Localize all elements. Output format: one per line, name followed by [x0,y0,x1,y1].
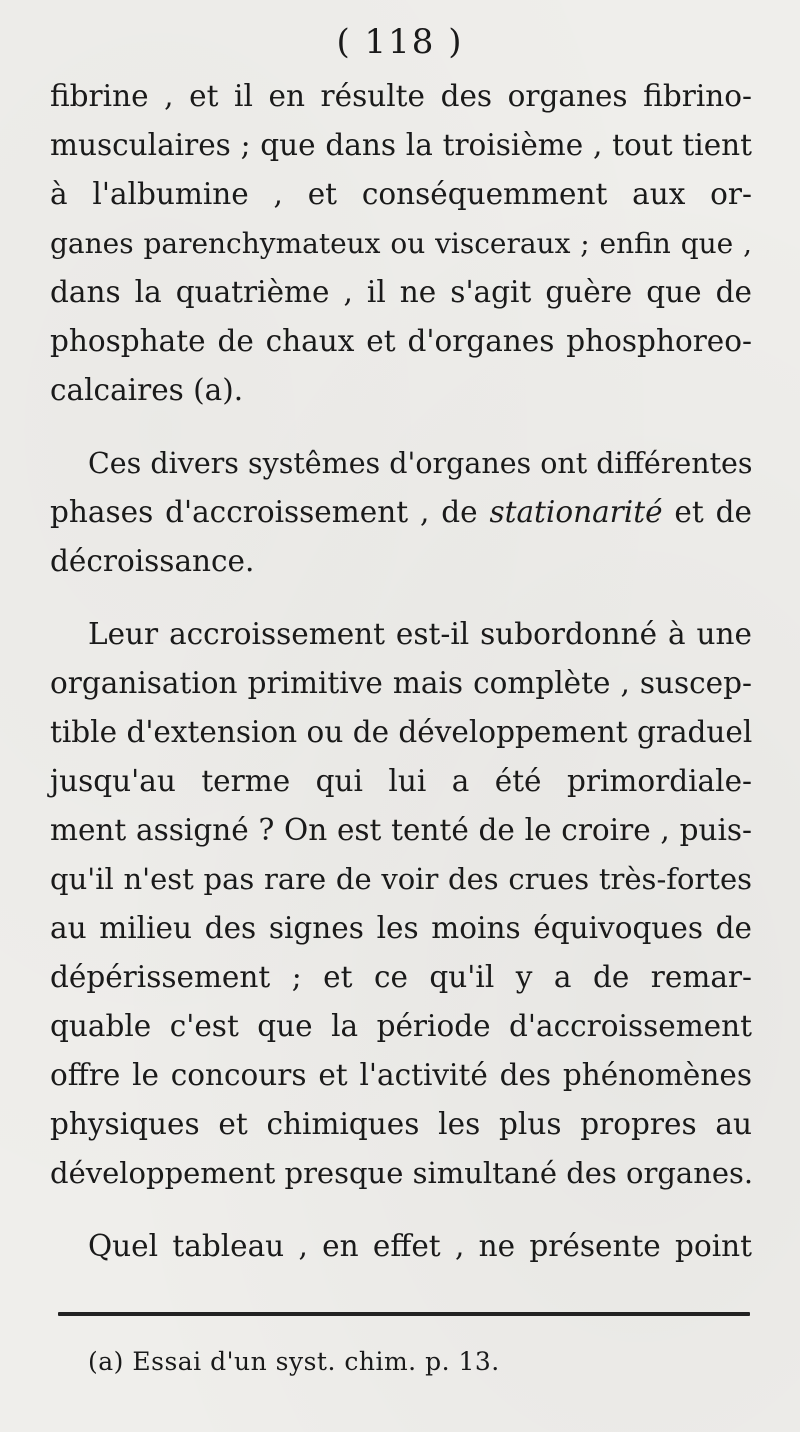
paragraph-4 [50,1222,752,1271]
text-line: quable c'est que la période d'accroissement [50,1009,752,1043]
text-line: tible d'extension ou de développement graduel [50,715,753,749]
text-line: ganes parenchymateux ou visceraux ; enfin que , [50,227,752,260]
paragraph-gap [50,415,752,439]
paragraph-gap [50,586,752,610]
footnote-text: Essai d'un syst. chim. p. 13. [123,1347,500,1376]
text-line: à l'albumine , et conséquemment aux or- [50,177,752,211]
text-line: organisation primitive mais complète , suscep- [50,666,752,700]
text-line: Leur accroissement est-il subordonné à une [88,617,752,651]
text-line: musculaires ; que dans la troisième , tout tient [50,128,752,162]
text-line: qu'il n'est pas rare de voir des crues très-fortes [50,862,752,896]
text-line: dépérissement ; et ce qu'il y a de remar- [50,960,752,994]
paragraph-gap [50,1198,752,1222]
text-line: dans la quatrième , il ne s'agit guère que de [50,275,752,309]
paragraph-2 [50,439,752,586]
text-line-mixed [50,488,752,537]
text-line: Ces divers systêmes d'organes ont différentes [88,447,753,480]
text-line: Quel tableau , en effet , ne présente point [88,1229,752,1263]
italic-term: stationarité [489,495,663,529]
paragraph-1 [50,72,752,415]
text-line: jusqu'au terme qui lui a été primordiale- [50,764,752,798]
text-line: développement presque simultané des organes. [50,1156,754,1190]
text-line: ment assigné ? On est tenté de le croire , puis- [50,813,752,847]
body-text [50,72,752,1271]
text-line: décroissance. [50,544,255,578]
page-number: ( 118 ) [336,22,464,62]
text-line: offre le concours et l'activité des phénomènes [50,1058,752,1092]
text-line: physiques et chimiques les plus propres au [50,1107,752,1141]
paragraph-3 [50,610,752,1198]
text-line: au milieu des signes les moins équivoques de [50,911,752,945]
footnote [88,1342,500,1382]
footnote-marker: (a) [88,1347,124,1376]
footnote-rule [58,1312,750,1316]
text-run: phases d'accroissement , de [50,495,490,529]
text-line: phosphate de chaux et d'organes phosphoreo- [50,324,752,358]
text-line: calcaires (a). [50,373,244,407]
text-line: fibrine , et il en résulte des organes fibrino- [50,79,752,113]
text-run: et de [662,495,752,529]
